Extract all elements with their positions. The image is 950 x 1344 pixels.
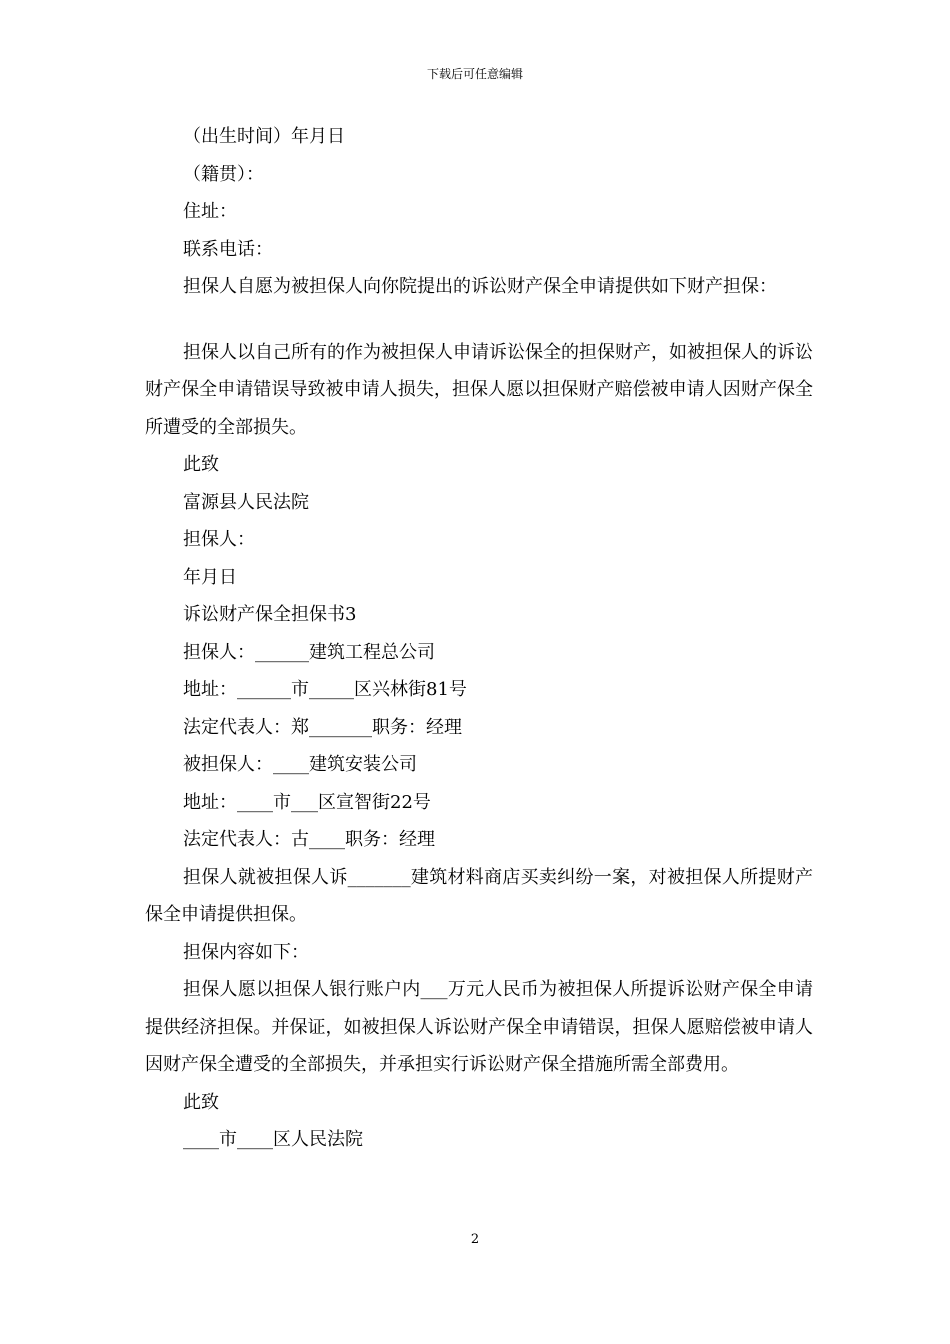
guarantee-paragraph-1: 担保人以自己所有的作为被担保人申请诉讼保全的担保财产，如被担保人的诉讼财产保全申请错误导致被申请人损失，担保人愿以担保财产赔偿被申请人因财产保全所遭受的全部损失。	[145, 341, 813, 438]
guarantee-intro-line: 担保人自愿为被担保人向你院提出的诉讼财产保全申请提供如下财产担保：	[183, 276, 777, 297]
court-name-line-2: ____市____区人民法院	[183, 1129, 363, 1150]
birth-date-line: （出生时间）年月日	[183, 126, 345, 147]
guarantee-content-heading: 担保内容如下：	[183, 941, 309, 963]
salutation-line: 此致	[183, 454, 219, 475]
address-line: 住址：	[183, 201, 237, 222]
salutation-line-2: 此致	[183, 1091, 219, 1113]
guarantee-paragraph-3: 担保人愿以担保人银行账户内___万元人民币为被担保人所提诉讼财产保全申请提供经济担保。并保证，如被担保人诉讼财产保全申请错误，担保人愿赔偿被申请人因财产保全遭受的全部损失，并承担实行诉讼财产保全措施所需全部费用。	[145, 979, 813, 1075]
document-body	[145, 118, 813, 1159]
blank-space	[145, 306, 813, 334]
section-title: 诉讼财产保全担保书3	[183, 604, 357, 625]
guarantor-line: 担保人：______建筑工程总公司	[183, 641, 435, 663]
guarantor-representative-line: 法定代表人：郑_______职务：经理	[183, 716, 462, 738]
guarantor-signature-line: 担保人：	[183, 529, 255, 550]
guaranteed-party-line: 被担保人：____建筑安装公司	[183, 754, 417, 775]
phone-line: 联系电话：	[183, 238, 273, 260]
page-header-note: 下载后可任意编辑	[426, 67, 523, 81]
guaranteed-representative-line: 法定代表人：古____职务：经理	[183, 829, 435, 850]
guarantor-address-line: 地址：______市_____区兴林街81号	[183, 679, 467, 700]
court-name-line: 富源县人民法院	[183, 491, 309, 513]
page-number: 2	[470, 1232, 480, 1247]
native-place-line: （籍贯）：	[183, 163, 264, 185]
guaranteed-address-line: 地址：____市___区宣智街22号	[183, 791, 431, 813]
date-line: 年月日	[183, 566, 237, 588]
guarantee-paragraph-2: 担保人就被担保人诉_______建筑材料商店买卖纠纷一案，对被担保人所提财产保全申请提供担保。	[145, 866, 813, 925]
